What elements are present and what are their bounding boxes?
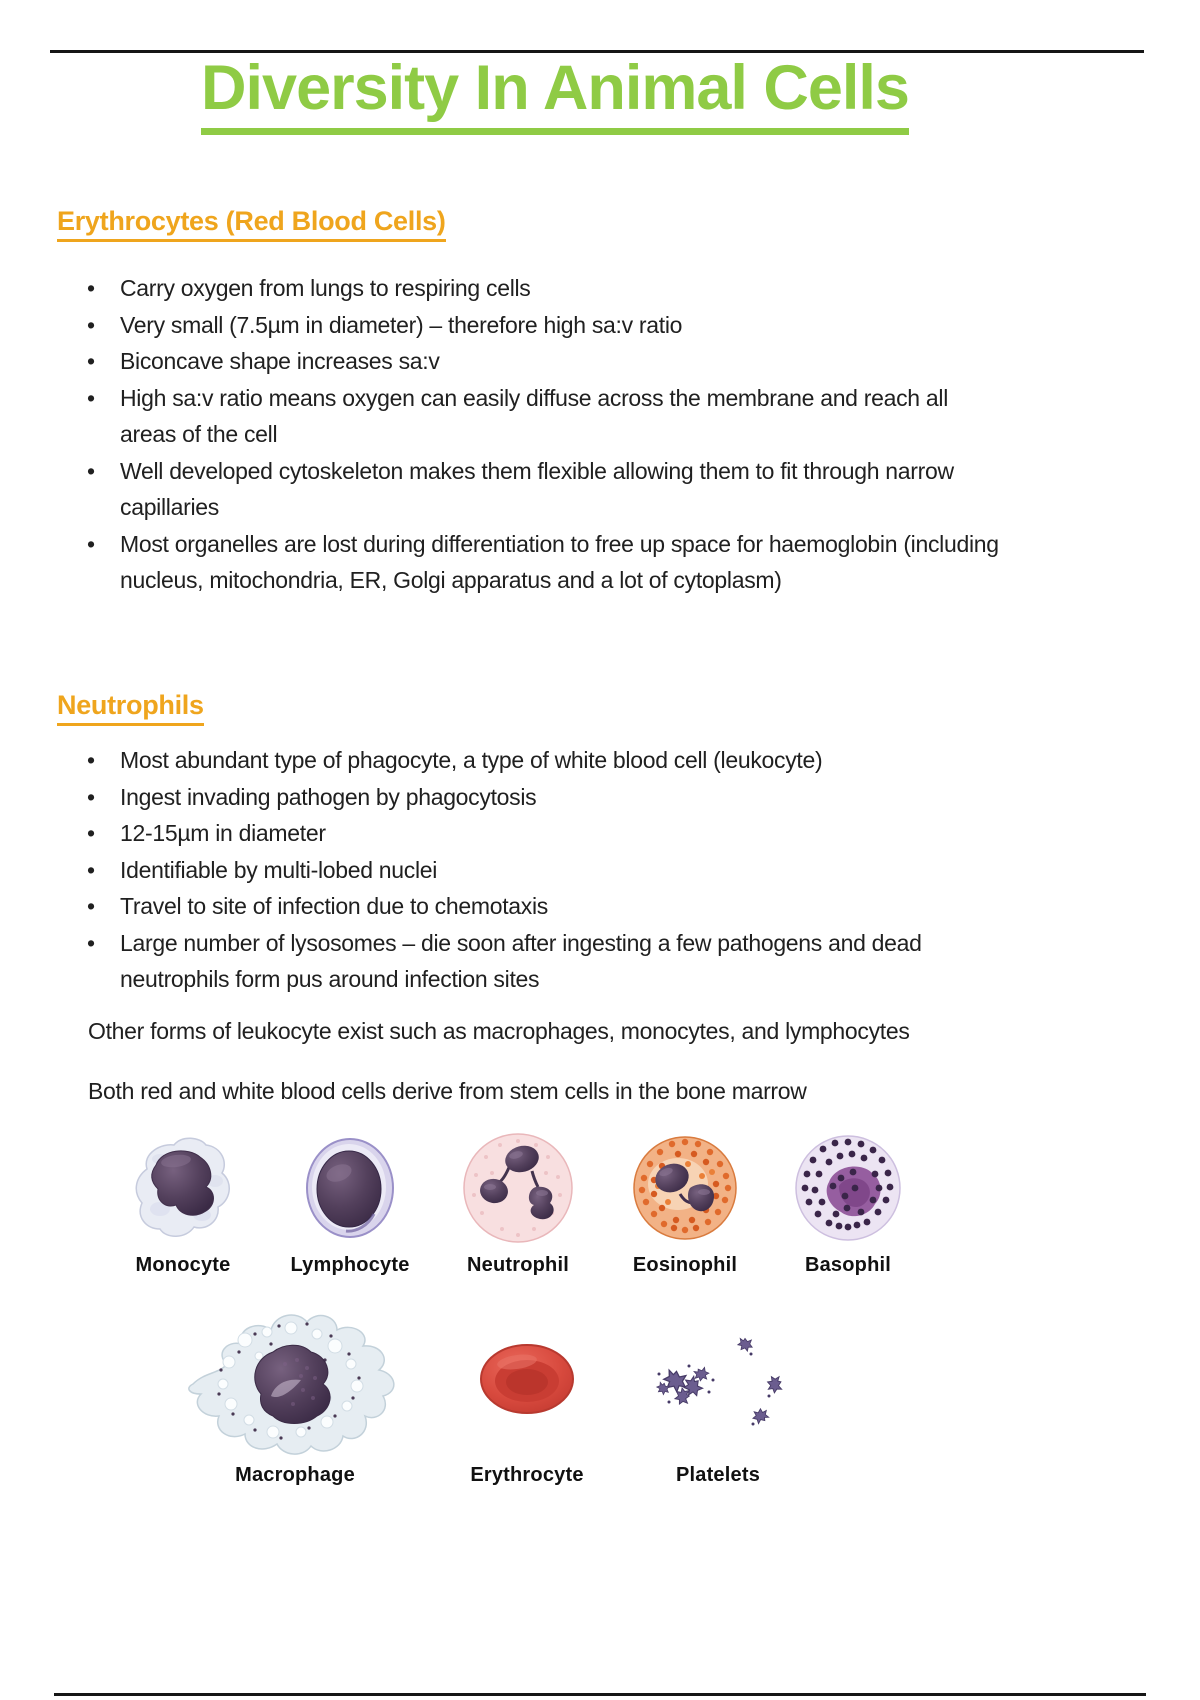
figure-cell-macrophage: [165, 1298, 425, 1487]
platelets-illustration: [633, 1324, 803, 1434]
figure-cell-basophil: [768, 1126, 928, 1277]
eosinophil-illustration: [628, 1132, 742, 1244]
figure-cell-lymphocyte: [270, 1126, 430, 1277]
cell-label: Macrophage: [235, 1464, 355, 1486]
bullet-item: • Well developed cytoskeleton makes them flexible allowing them to fit through narrow capillaries: [57, 453, 1002, 526]
cell-label: Lymphocyte: [290, 1254, 410, 1276]
cell-label: Neutrophil: [467, 1254, 569, 1276]
cell-label: Platelets: [675, 1464, 761, 1486]
platelets-image-box: [633, 1298, 803, 1460]
macrophage-illustration: [175, 1300, 415, 1458]
macrophage-image-box: [165, 1298, 425, 1460]
bullet-item: • Travel to site of infection due to chemotaxis: [57, 888, 1002, 925]
page-title: Diversity In Animal Cells: [201, 54, 909, 135]
lymphocyte-image-box: [270, 1126, 430, 1250]
bullet-item: • Most organelles are lost during differentiation to free up space for haemoglobin (including nucleus, mitochondria, ER, Golgi apparatus and a lot of cytoplasm): [57, 526, 1002, 599]
figure-cell-eosinophil: [605, 1126, 765, 1277]
bullet-item: • Carry oxygen from lungs to respiring cells: [57, 270, 1002, 307]
bullet-item: • High sa:v ratio means oxygen can easily diffuse across the membrane and reach all areas of the cell: [57, 380, 1002, 453]
bullet-item: • Identifiable by multi-lobed nuclei: [57, 852, 1002, 889]
section-heading-erythrocytes-text: Erythrocytes (Red Blood Cells): [57, 206, 446, 242]
erythrocyte-illustration: [475, 1340, 579, 1418]
bottom-horizontal-rule: [54, 1693, 1146, 1696]
neutrophils-bullet-list: [57, 742, 1002, 998]
neutrophil-illustration: [458, 1129, 578, 1247]
monocyte-image-box: [103, 1126, 263, 1250]
figure-cell-erythrocyte: [447, 1298, 607, 1487]
neutrophil-image-box: [438, 1126, 598, 1250]
bullet-item: • 12-15µm in diameter: [57, 815, 1002, 852]
figure-cell-platelets: [633, 1298, 803, 1487]
erythrocyte-image-box: [447, 1298, 607, 1460]
cell-label: Basophil: [804, 1254, 892, 1276]
bullet-item: • Large number of lysosomes – die soon after ingesting a few pathogens and dead neutrophils form pus around infection sites: [57, 925, 1002, 998]
cell-label: Monocyte: [135, 1254, 231, 1276]
bullet-item: • Biconcave shape increases sa:v: [57, 343, 1002, 380]
bullet-item: • Ingest invading pathogen by phagocytosis: [57, 779, 1002, 816]
section-heading-neutrophils-text: Neutrophils: [57, 690, 204, 726]
section-heading-erythrocytes: [57, 206, 446, 242]
monocyte-illustration: [122, 1129, 244, 1247]
erythrocytes-bullet-list: [57, 270, 1002, 599]
paragraph-stem-cells: Both red and white blood cells derive from stem cells in the bone marrow: [88, 1078, 807, 1104]
lymphocyte-illustration: [304, 1136, 396, 1240]
title-wrap: [60, 54, 1050, 135]
basophil-illustration: [789, 1130, 907, 1246]
bullet-item: • Very small (7.5µm in diameter) – therefore high sa:v ratio: [57, 307, 1002, 344]
bullet-item: • Most abundant type of phagocyte, a type of white blood cell (leukocyte): [57, 742, 1002, 779]
section-heading-neutrophils: [57, 690, 204, 726]
paragraph-other-leukocytes: Other forms of leukocyte exist such as macrophages, monocytes, and lymphocytes: [88, 1018, 910, 1044]
figure-cell-neutrophil: [438, 1126, 598, 1277]
cell-label: Erythrocyte: [470, 1464, 584, 1486]
cell-label: Eosinophil: [632, 1254, 738, 1276]
figure-cell-monocyte: [103, 1126, 263, 1277]
eosinophil-image-box: [605, 1126, 765, 1250]
basophil-image-box: [768, 1126, 928, 1250]
